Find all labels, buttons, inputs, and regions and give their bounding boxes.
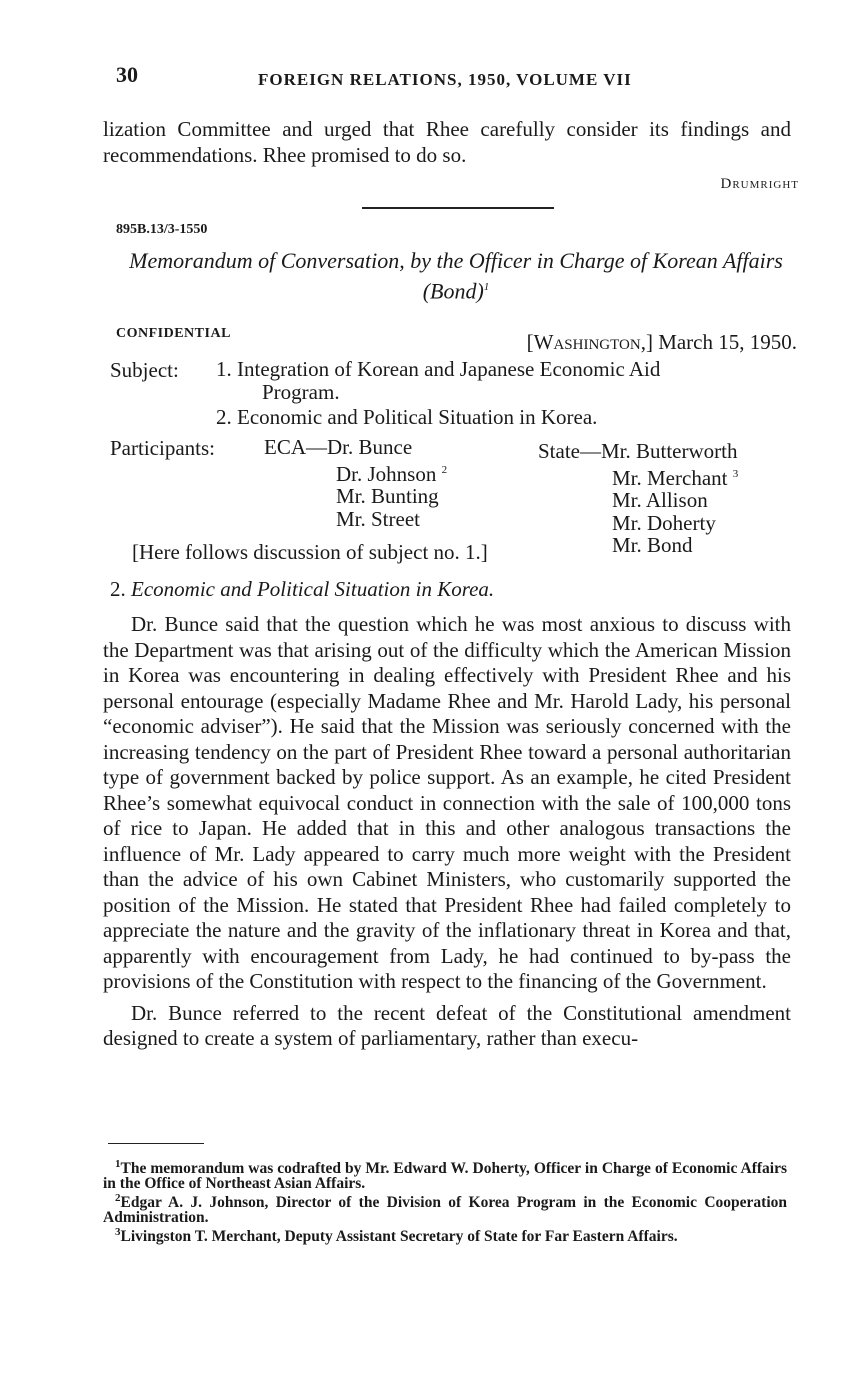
footnote: $^2$Edgar A. J. Johnson, Director of the Division of Korea Program in the Economic Cooperation Administration. [103, 1192, 787, 1227]
section-number: 2. [110, 577, 126, 601]
memo-title [112, 248, 800, 304]
dateline-date: March 15, 1950. [658, 330, 797, 354]
participants-state [538, 440, 738, 557]
participant: ECA—Dr. Bunce [264, 435, 413, 459]
signature: Drumright [720, 176, 799, 192]
subject-label: Subject: [110, 358, 179, 382]
editorial-note: [Here follows discussion of subject no. 1.] [132, 540, 488, 564]
memo-title-footnote-mark: 1 [483, 281, 490, 293]
continuation-paragraph [103, 117, 791, 168]
footnote-divider [108, 1143, 204, 1144]
classification-label: CONFIDENTIAL [116, 326, 231, 341]
footnote-mark: 2 [441, 463, 448, 476]
participant: Mr. Allison [612, 488, 708, 512]
participants-label: Participants: [110, 436, 215, 460]
participant: Mr. Merchant $^3$ [612, 465, 739, 490]
footnote: $^1$The memorandum was codrafted by Mr. Edward W. Doherty, Officer in Charge of Economic Affairs in the Office of Northeast Asian Affairs. [103, 1158, 787, 1193]
section-title: Economic and Political Situation in Korea. [131, 577, 495, 601]
footnote-mark: 3 [732, 467, 739, 480]
section-divider [362, 207, 554, 209]
paragraph: Dr. Bunce said that the question which he was most anxious to discuss with the Department was that arising out of the difficulty which the American Mission in Korea was encountering in dealing effectively with President Rhee and his personal entourage (especially Madame Rhee and Mr. Harold Lady, his personal “economic adviser”). He said that the Mission was seriously concerned with the increasing tendency on the part of President Rhee toward a personal authoritarian type of government backed by police support. As an example, he cited President Rhee’s somewhat equivocal conduct in connection with the sale of 100,000 tons of rice to Japan. He added that in this and other analogous transactions the influence of Mr. Lady appeared to carry much more weight with the President than the advice of his own Cabinet Ministers, who customarily supported the position of the Mission. He stated that President Rhee had failed completely to appreciate the nature and the gravity of the inflationary threat in Korea and that, apparently with encouragement from Lady, he had continued to by-pass the provisions of the Constitution with respect to the financing of the Government. [103, 612, 791, 993]
running-title: FOREIGN RELATIONS, 1950, VOLUME VII [258, 70, 632, 89]
participant: Mr. Doherty [612, 510, 716, 535]
subject-item-1-continued: Program. [262, 380, 340, 404]
memo-title-text: Memorandum of Conversation, by the Officer in Charge of Korean Affairs (Bond) [129, 248, 783, 304]
page-number: 30 [116, 62, 138, 87]
participant: Dr. Johnson $^2$ [336, 461, 448, 486]
subject-item-2: 2. Economic and Political Situation in Korea. [216, 405, 598, 429]
subject-item-1: 1. Integration of Korean and Japanese Economic Aid [216, 357, 661, 381]
paragraph: Dr. Bunce referred to the recent defeat of the Constitutional amendment designed to create a system of parliamentary, rather than execu- [103, 1000, 791, 1050]
footnotes [103, 1157, 787, 1244]
section-heading [110, 577, 494, 602]
participant: Mr. Street [336, 506, 420, 531]
footnote: $^3$Livingston T. Merchant, Deputy Assistant Secretary of State for Far Eastern Affairs. [115, 1226, 678, 1246]
participant: Mr. Bunting [336, 484, 439, 508]
continuation-text: lization Committee and urged that Rhee carefully consider its findings and recommendations. Rhee promised to do so. [103, 117, 791, 167]
document-id: 895B.13/3-1550 [116, 222, 208, 237]
participant: Mr. Bond [612, 533, 693, 557]
participants-eca [264, 436, 447, 530]
dateline [527, 330, 797, 355]
participant: State—Mr. Butterworth [538, 439, 738, 463]
main-text [103, 612, 791, 1052]
dateline-place: [Washington,] [526, 330, 653, 354]
